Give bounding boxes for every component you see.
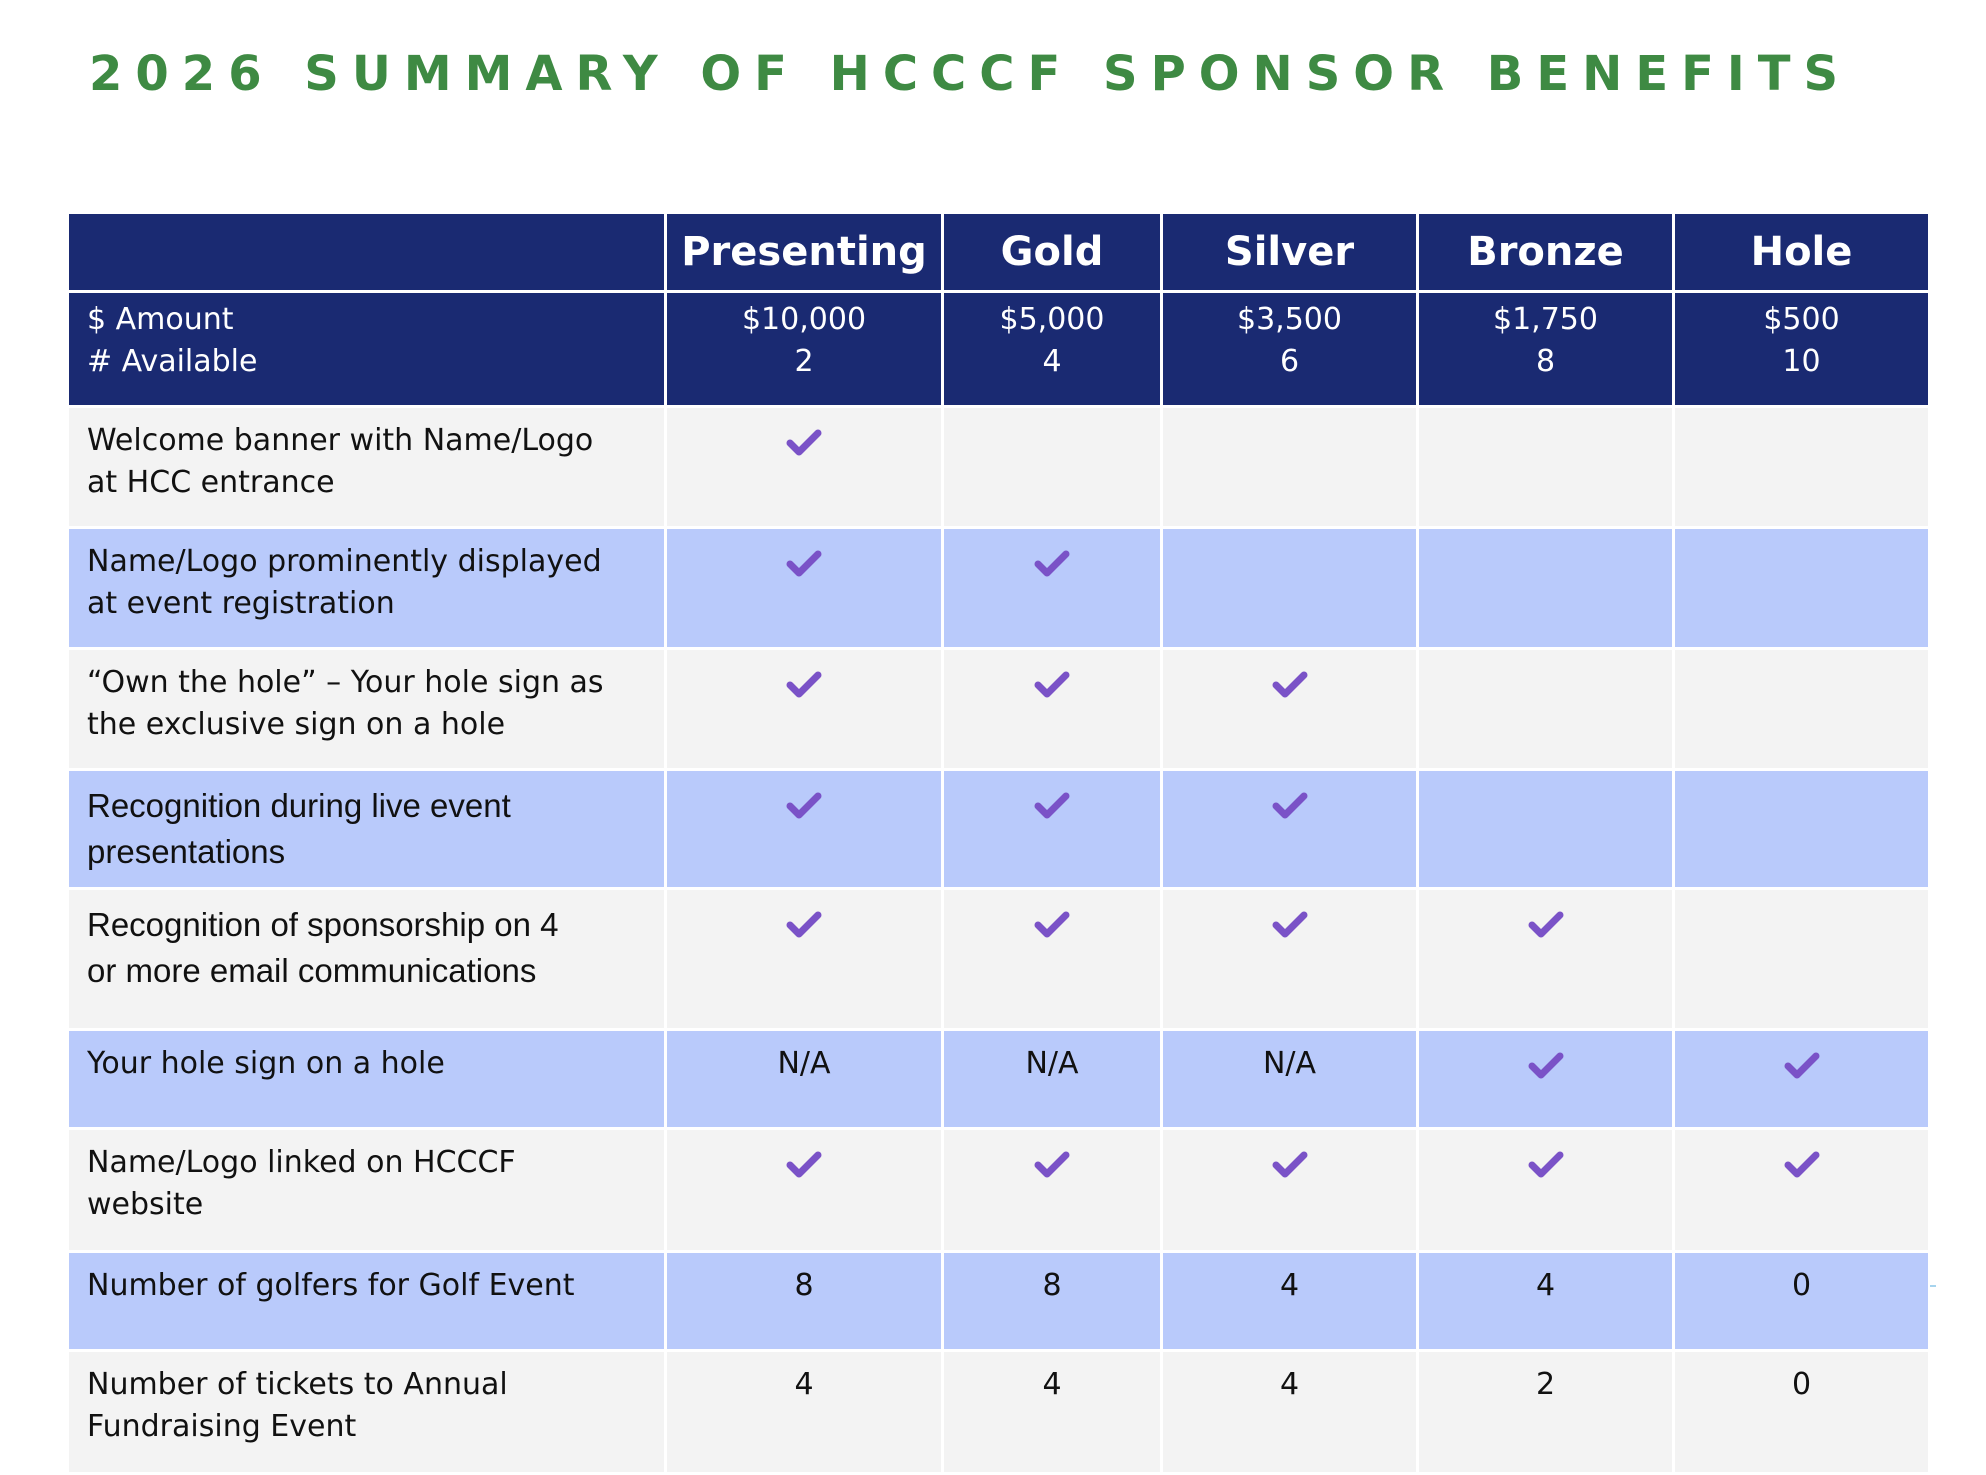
benefit-label-line: Welcome banner with Name/Logo [87, 423, 594, 458]
available-value: 4 [1042, 344, 1062, 379]
benefit-cell-presenting [666, 1351, 943, 1474]
available-label: # Available [87, 344, 258, 379]
benefit-cell-silver [1162, 1129, 1418, 1252]
benefit-cell-bronze [1418, 649, 1674, 770]
amount-value: $1,750 [1493, 302, 1598, 337]
benefit-cell-bronze [1418, 889, 1674, 1030]
benefit-label-line: Number of golfers for Golf Event [87, 1268, 575, 1303]
benefit-label-cell [68, 1030, 666, 1129]
benefit-value: 8 [1042, 1268, 1062, 1303]
benefit-value: 0 [1791, 1268, 1812, 1303]
benefit-value: 2 [1535, 1367, 1556, 1402]
benefit-cell-bronze [1418, 528, 1674, 649]
header-corner-cell [68, 213, 666, 292]
benefit-row [68, 889, 1930, 1030]
benefit-label-cell [68, 528, 666, 649]
tier-header-hole: Hole [1674, 213, 1930, 292]
benefit-cell-silver [1162, 1252, 1418, 1351]
benefit-label-line: Number of tickets to Annual [87, 1367, 508, 1402]
benefit-cell-hole [1674, 770, 1930, 889]
tier-header-row [68, 213, 1930, 292]
benefit-label-line: at HCC entrance [87, 465, 335, 500]
benefit-label-line: Recognition of sponsorship on 4 [87, 906, 559, 943]
benefit-cell-bronze [1418, 1030, 1674, 1129]
benefit-cell-bronze [1418, 1252, 1674, 1351]
benefit-value: 4 [794, 1367, 814, 1402]
benefit-cell-gold [943, 770, 1162, 889]
checkmark-icon [785, 549, 823, 579]
benefit-row [68, 1351, 1930, 1474]
benefit-value: N/A [1025, 1046, 1079, 1081]
benefit-row [68, 528, 1930, 649]
benefit-label-cell [68, 1129, 666, 1252]
amount-value: $10,000 [741, 302, 867, 337]
benefit-row [68, 1252, 1930, 1351]
amount-available-row [68, 292, 1930, 407]
benefit-row [68, 770, 1930, 889]
benefit-cell-hole [1674, 1252, 1930, 1351]
benefit-cell-presenting [666, 1030, 943, 1129]
benefit-cell-presenting [666, 407, 943, 528]
benefit-label-cell [68, 1252, 666, 1351]
sponsor-benefits-table [66, 211, 1931, 1475]
tier-header-silver: Silver [1162, 213, 1418, 292]
checkmark-icon [1527, 1150, 1565, 1180]
amount-cell-hole [1674, 292, 1930, 407]
checkmark-icon [1783, 1051, 1821, 1081]
checkmark-icon [785, 428, 823, 458]
checkmark-icon [1527, 1051, 1565, 1081]
amount-cell-bronze [1418, 292, 1674, 407]
benefit-cell-silver [1162, 770, 1418, 889]
benefit-value: 4 [1042, 1367, 1062, 1402]
checkmark-icon [1033, 910, 1071, 940]
benefit-label-line: at event registration [87, 586, 395, 621]
benefit-value: 4 [1279, 1268, 1300, 1303]
decorative-mark [1930, 1285, 1936, 1287]
benefit-cell-gold [943, 407, 1162, 528]
tier-header-gold: Gold [943, 213, 1162, 292]
benefit-cell-silver [1162, 649, 1418, 770]
benefit-label-line: or more email communications [87, 952, 537, 990]
benefit-cell-presenting [666, 770, 943, 889]
available-value: 2 [794, 344, 814, 379]
benefit-cell-hole [1674, 889, 1930, 1030]
benefit-cell-silver [1162, 1351, 1418, 1474]
benefit-label-cell [68, 1351, 666, 1474]
amount-value: $5,000 [999, 302, 1105, 337]
benefit-row [68, 1030, 1930, 1129]
tier-header-presenting: Presenting [666, 213, 943, 292]
benefit-value: 4 [1279, 1367, 1300, 1402]
checkmark-icon [785, 791, 823, 821]
benefit-cell-gold [943, 528, 1162, 649]
checkmark-icon [785, 910, 823, 940]
benefit-cell-presenting [666, 889, 943, 1030]
sponsor-benefits-table-container [66, 211, 1928, 1475]
checkmark-icon [1271, 670, 1309, 700]
benefit-cell-gold [943, 1252, 1162, 1351]
benefit-cell-presenting [666, 649, 943, 770]
checkmark-icon [1783, 1150, 1821, 1180]
benefit-label-line: presentations [87, 833, 286, 871]
benefit-label-cell [68, 649, 666, 770]
benefit-cell-gold [943, 889, 1162, 1030]
amount-cell-silver [1162, 292, 1418, 407]
tier-header-bronze: Bronze [1418, 213, 1674, 292]
benefit-cell-silver [1162, 1030, 1418, 1129]
benefit-cell-gold [943, 1351, 1162, 1474]
benefit-cell-hole [1674, 528, 1930, 649]
benefit-cell-gold [943, 649, 1162, 770]
benefit-label-line: website [87, 1187, 204, 1222]
benefit-cell-hole [1674, 407, 1930, 528]
checkmark-icon [1033, 670, 1071, 700]
benefit-rows [68, 407, 1930, 1474]
benefit-label-cell [68, 889, 666, 1030]
benefit-row [68, 649, 1930, 770]
benefit-cell-bronze [1418, 1351, 1674, 1474]
checkmark-icon [1271, 910, 1309, 940]
benefit-label-cell [68, 770, 666, 889]
checkmark-icon [1271, 1150, 1309, 1180]
checkmark-icon [1033, 549, 1071, 579]
benefit-label-line: Your hole sign on a hole [87, 1046, 445, 1081]
available-value: 8 [1535, 344, 1556, 379]
amount-cell-presenting [666, 292, 943, 407]
benefit-label-line: Recognition during live event [87, 787, 511, 824]
amount-cell-gold [943, 292, 1162, 407]
benefit-value: N/A [1262, 1046, 1317, 1081]
benefit-cell-bronze [1418, 407, 1674, 528]
checkmark-icon [1033, 791, 1071, 821]
benefit-value: 4 [1535, 1268, 1556, 1303]
benefit-value: 0 [1791, 1367, 1812, 1402]
checkmark-icon [1271, 791, 1309, 821]
benefit-cell-hole [1674, 1129, 1930, 1252]
benefit-row [68, 407, 1930, 528]
benefit-cell-presenting [666, 1129, 943, 1252]
available-value: 6 [1279, 344, 1300, 379]
available-value: 10 [1782, 344, 1821, 379]
amount-value: $500 [1763, 302, 1840, 337]
benefit-value: 8 [794, 1268, 814, 1303]
checkmark-icon [785, 1150, 823, 1180]
benefit-label-line: “Own the hole” – Your hole sign as [87, 665, 604, 700]
amount-available-label-cell [68, 292, 666, 407]
checkmark-icon [785, 670, 823, 700]
checkmark-icon [1033, 1150, 1071, 1180]
benefit-label-line: the exclusive sign on a hole [87, 707, 506, 742]
benefit-label-line: Name/Logo linked on HCCCF [87, 1145, 516, 1180]
benefit-cell-presenting [666, 1252, 943, 1351]
benefit-label-cell [68, 407, 666, 528]
benefit-cell-presenting [666, 528, 943, 649]
amount-value: $3,500 [1237, 302, 1342, 337]
benefit-cell-bronze [1418, 770, 1674, 889]
amount-label: $ Amount [87, 302, 234, 337]
benefit-cell-gold [943, 1129, 1162, 1252]
benefit-cell-silver [1162, 407, 1418, 528]
benefit-cell-silver [1162, 528, 1418, 649]
benefit-row [68, 1129, 1930, 1252]
checkmark-icon [1527, 910, 1565, 940]
benefit-cell-hole [1674, 1030, 1930, 1129]
benefit-cell-silver [1162, 889, 1418, 1030]
benefit-label-line: Name/Logo prominently displayed [87, 544, 602, 579]
benefit-cell-hole [1674, 649, 1930, 770]
page-title: 2026 SUMMARY OF HCCCF SPONSOR BENEFITS [89, 46, 1852, 102]
benefit-cell-gold [943, 1030, 1162, 1129]
benefit-label-line: Fundraising Event [87, 1409, 357, 1444]
benefit-cell-bronze [1418, 1129, 1674, 1252]
benefit-cell-hole [1674, 1351, 1930, 1474]
benefit-value: N/A [777, 1046, 831, 1081]
